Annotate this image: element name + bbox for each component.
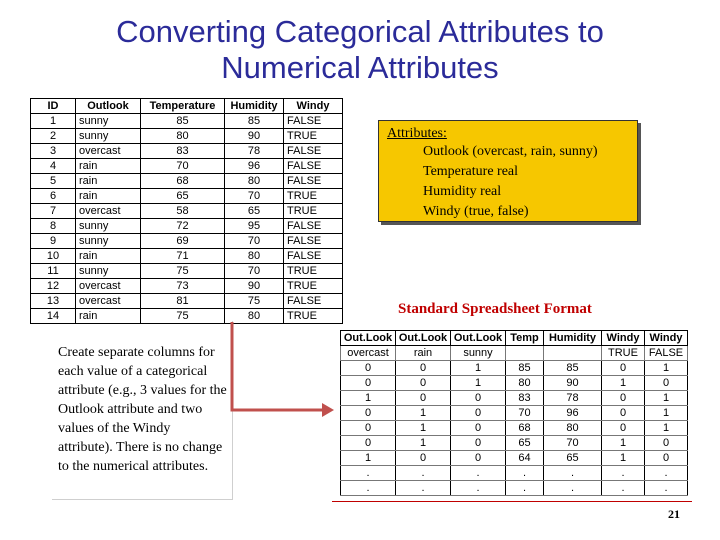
weather-cell: rain <box>76 174 141 189</box>
attribute-line: Temperature real <box>423 164 519 179</box>
numeric-cell: . <box>645 481 688 496</box>
weather-cell: 85 <box>225 114 284 129</box>
numeric-cell: 65 <box>506 436 544 451</box>
weather-cell: 7 <box>31 204 76 219</box>
slide-title-line1: Converting Categorical Attributes to <box>116 14 604 49</box>
numeric-cell: 80 <box>506 376 544 391</box>
numeric-cell: . <box>506 481 544 496</box>
numeric-row <box>341 481 688 496</box>
weather-cell: 80 <box>225 174 284 189</box>
weather-cell: 85 <box>141 114 225 129</box>
numeric-subheader-cell <box>544 346 602 361</box>
weather-cell: overcast <box>76 144 141 159</box>
numeric-cell: 65 <box>544 451 602 466</box>
numeric-row <box>341 361 688 376</box>
weather-cell: overcast <box>76 294 141 309</box>
attribute-line: Windy (true, false) <box>423 204 529 219</box>
numeric-cell: 0 <box>451 421 506 436</box>
weather-cell: overcast <box>76 204 141 219</box>
numeric-cell: . <box>451 466 506 481</box>
numeric-subheader-cell: TRUE <box>602 346 645 361</box>
weather-header-cell: Outlook <box>76 99 141 114</box>
weather-cell: sunny <box>76 234 141 249</box>
weather-cell: 80 <box>225 249 284 264</box>
numeric-subheader-cell <box>506 346 544 361</box>
weather-cell: 73 <box>141 279 225 294</box>
weather-cell: FALSE <box>284 144 343 159</box>
numeric-cell: 1 <box>602 376 645 391</box>
numeric-cell: 0 <box>341 376 396 391</box>
weather-cell: 95 <box>225 219 284 234</box>
weather-cell: 96 <box>225 159 284 174</box>
weather-header-cell: Humidity <box>225 99 284 114</box>
weather-cell: sunny <box>76 114 141 129</box>
weather-cell: 68 <box>141 174 225 189</box>
numeric-subheader-row <box>341 346 688 361</box>
weather-cell: 6 <box>31 189 76 204</box>
weather-cell: FALSE <box>284 114 343 129</box>
numeric-cell: 1 <box>645 406 688 421</box>
weather-header-cell: Windy <box>284 99 343 114</box>
weather-cell: 70 <box>225 189 284 204</box>
weather-cell: TRUE <box>284 309 343 324</box>
numeric-cell: 0 <box>396 391 451 406</box>
numeric-cell: 83 <box>506 391 544 406</box>
numeric-cell: 78 <box>544 391 602 406</box>
weather-cell: overcast <box>76 279 141 294</box>
weather-cell: TRUE <box>284 204 343 219</box>
weather-cell: 58 <box>141 204 225 219</box>
weather-cell: 75 <box>225 294 284 309</box>
numeric-cell: 0 <box>602 391 645 406</box>
numeric-cell: . <box>544 466 602 481</box>
numeric-cell: 64 <box>506 451 544 466</box>
numeric-row <box>341 466 688 481</box>
numeric-row <box>341 376 688 391</box>
weather-header-cell: ID <box>31 99 76 114</box>
weather-cell: 78 <box>225 144 284 159</box>
weather-cell: 1 <box>31 114 76 129</box>
weather-cell: 81 <box>141 294 225 309</box>
spreadsheet-format-label: Standard Spreadsheet Format <box>398 301 592 317</box>
numeric-cell: 0 <box>396 361 451 376</box>
numeric-header-cell: Humidity <box>544 331 602 346</box>
weather-cell: 80 <box>225 309 284 324</box>
weather-cell: 4 <box>31 159 76 174</box>
weather-cell: sunny <box>76 219 141 234</box>
numeric-table-body <box>341 361 688 496</box>
weather-cell: 71 <box>141 249 225 264</box>
numeric-cell: 0 <box>602 406 645 421</box>
numeric-header-cell: Out.Look <box>341 331 396 346</box>
weather-cell: 83 <box>141 144 225 159</box>
numeric-cell: 90 <box>544 376 602 391</box>
numeric-row <box>341 421 688 436</box>
numeric-cell: 1 <box>602 436 645 451</box>
weather-cell: 2 <box>31 129 76 144</box>
numeric-subheader-cell: overcast <box>341 346 396 361</box>
weather-cell: FALSE <box>284 219 343 234</box>
numeric-cell: . <box>341 481 396 496</box>
weather-cell: FALSE <box>284 234 343 249</box>
numeric-cell: 68 <box>506 421 544 436</box>
page-number: 21 <box>668 507 680 521</box>
weather-cell: 70 <box>141 159 225 174</box>
numeric-cell: 0 <box>341 436 396 451</box>
numeric-cell: . <box>451 481 506 496</box>
weather-cell: 10 <box>31 249 76 264</box>
numeric-subheader-cell: rain <box>396 346 451 361</box>
weather-cell: 8 <box>31 219 76 234</box>
weather-cell: 80 <box>141 129 225 144</box>
weather-cell: 90 <box>225 129 284 144</box>
numeric-cell: 70 <box>506 406 544 421</box>
numeric-cell: . <box>645 466 688 481</box>
weather-cell: 75 <box>141 264 225 279</box>
weather-cell: rain <box>76 249 141 264</box>
weather-cell: FALSE <box>284 159 343 174</box>
numeric-cell: 0 <box>396 451 451 466</box>
weather-cell: 3 <box>31 144 76 159</box>
numeric-cell: . <box>506 466 544 481</box>
weather-cell: TRUE <box>284 189 343 204</box>
numeric-cell: 0 <box>645 436 688 451</box>
numeric-cell: . <box>602 481 645 496</box>
conversion-note: Create separate columns for each value of a categorical attribute (e.g., 3 values for the Outlook attribute and two values of the Windy attribute). There is no change to the numerical attributes. <box>58 345 227 474</box>
weather-cell: 70 <box>225 234 284 249</box>
weather-cell: 65 <box>225 204 284 219</box>
numeric-cell: 0 <box>451 451 506 466</box>
attribute-line: Humidity real <box>423 184 502 199</box>
numeric-cell: 0 <box>602 421 645 436</box>
weather-cell: 9 <box>31 234 76 249</box>
weather-cell: TRUE <box>284 264 343 279</box>
weather-cell: 11 <box>31 264 76 279</box>
numeric-cell: 1 <box>341 451 396 466</box>
numeric-header-cell: Out.Look <box>451 331 506 346</box>
weather-cell: FALSE <box>284 294 343 309</box>
numeric-header-row <box>341 331 688 346</box>
weather-cell: TRUE <box>284 129 343 144</box>
numeric-cell: 1 <box>645 421 688 436</box>
numeric-cell: 0 <box>451 406 506 421</box>
numeric-cell: 0 <box>341 361 396 376</box>
weather-cell: rain <box>76 189 141 204</box>
numeric-cell: . <box>396 466 451 481</box>
numeric-cell: 1 <box>451 361 506 376</box>
numeric-cell: . <box>544 481 602 496</box>
numeric-cell: 1 <box>341 391 396 406</box>
numeric-cell: 0 <box>645 451 688 466</box>
weather-header-cell: Temperature <box>141 99 225 114</box>
numeric-cell: 1 <box>645 391 688 406</box>
numeric-cell: 80 <box>544 421 602 436</box>
numeric-cell: 96 <box>544 406 602 421</box>
numeric-cell: 85 <box>544 361 602 376</box>
numeric-cell: . <box>602 466 645 481</box>
numeric-row <box>341 406 688 421</box>
weather-cell: FALSE <box>284 174 343 189</box>
attribute-line: Outlook (overcast, rain, sunny) <box>423 144 598 159</box>
numeric-cell: 0 <box>451 436 506 451</box>
numeric-header-cell: Windy <box>602 331 645 346</box>
weather-cell: 65 <box>141 189 225 204</box>
weather-cell: 12 <box>31 279 76 294</box>
numeric-row <box>341 436 688 451</box>
weather-cell: 5 <box>31 174 76 189</box>
numeric-subheader-cell: sunny <box>451 346 506 361</box>
slide-title-line2: Numerical Attributes <box>221 50 499 85</box>
numeric-cell: 1 <box>451 376 506 391</box>
weather-cell: 69 <box>141 234 225 249</box>
numeric-header-cell: Temp <box>506 331 544 346</box>
numeric-cell: 1 <box>602 451 645 466</box>
weather-cell: 75 <box>141 309 225 324</box>
weather-cell: 14 <box>31 309 76 324</box>
numeric-row <box>341 451 688 466</box>
weather-cell: rain <box>76 159 141 174</box>
numeric-cell: 0 <box>396 376 451 391</box>
numeric-cell: 0 <box>451 391 506 406</box>
weather-cell: 72 <box>141 219 225 234</box>
numeric-cell: 0 <box>341 406 396 421</box>
numeric-subheader-cell: FALSE <box>645 346 688 361</box>
numeric-cell: . <box>341 466 396 481</box>
weather-cell: sunny <box>76 129 141 144</box>
weather-cell: 70 <box>225 264 284 279</box>
numeric-cell: 70 <box>544 436 602 451</box>
numeric-cell: 1 <box>396 406 451 421</box>
numeric-cell: 1 <box>645 361 688 376</box>
attributes-heading: Attributes: <box>387 126 447 141</box>
numeric-cell: . <box>396 481 451 496</box>
numeric-row <box>341 391 688 406</box>
numeric-cell: 85 <box>506 361 544 376</box>
numeric-header-cell: Windy <box>645 331 688 346</box>
weather-cell: FALSE <box>284 249 343 264</box>
footer-rule <box>332 501 692 502</box>
numeric-cell: 0 <box>645 376 688 391</box>
numeric-cell: 0 <box>341 421 396 436</box>
numeric-cell: 1 <box>396 421 451 436</box>
numeric-cell: 0 <box>602 361 645 376</box>
numeric-table <box>340 330 688 496</box>
weather-cell: 13 <box>31 294 76 309</box>
weather-cell: 90 <box>225 279 284 294</box>
weather-cell: TRUE <box>284 279 343 294</box>
numeric-header-cell: Out.Look <box>396 331 451 346</box>
weather-cell: sunny <box>76 264 141 279</box>
weather-cell: rain <box>76 309 141 324</box>
numeric-cell: 1 <box>396 436 451 451</box>
